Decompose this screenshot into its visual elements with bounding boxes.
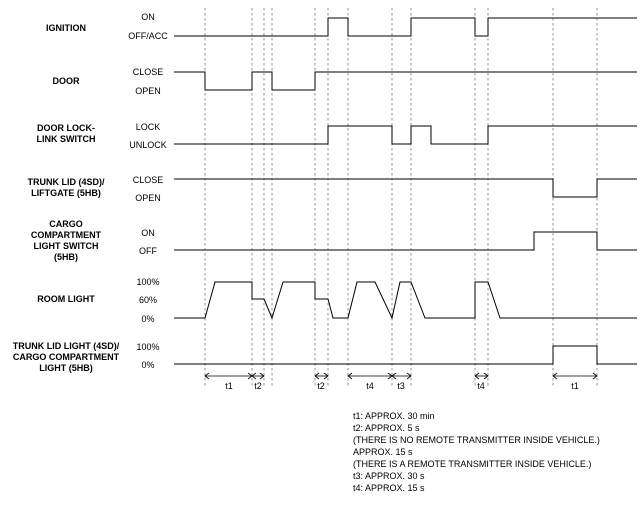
signal-name-trunk-light-line-3: LIGHT (5HB) — [39, 363, 93, 373]
state-label-ignition-on: ON — [141, 12, 155, 22]
signal-name-cargo-switch-line-3: LIGHT SWITCH — [33, 241, 99, 251]
state-label-room-60: 60% — [138, 295, 158, 305]
waveform-ignition — [174, 18, 637, 36]
waveform-trunk-light — [174, 346, 637, 364]
state-label-cargo-off: OFF — [139, 246, 157, 256]
signal-name-room-light: ROOM LIGHT — [37, 294, 95, 304]
signal-name-trunk-lid-line-2: LIFTGATE (5HB) — [31, 188, 101, 198]
state-labels — [128, 12, 168, 370]
state-label-lock: LOCK — [135, 122, 161, 132]
state-label-cargo-on: ON — [141, 228, 155, 238]
note-t3: t3: APPROX. 30 s — [353, 471, 425, 481]
note-t4: t4: APPROX. 15 s — [353, 483, 425, 493]
duration-label-t3: t3 — [397, 381, 405, 391]
duration-arrow-t1-first — [205, 373, 252, 391]
duration-arrow-t4-second — [475, 373, 488, 391]
duration-label-t1-first: t1 — [225, 381, 233, 391]
signal-name-trunk-lid-line-1: TRUNK LID (4SD)/ — [27, 177, 105, 187]
duration-arrows — [205, 373, 597, 391]
duration-label-t4-first: t4 — [366, 381, 374, 391]
signal-name-trunk-light-line-2: CARGO COMPARTMENT — [12, 352, 120, 362]
signal-name-cargo-switch-line-1: CARGO — [49, 219, 83, 229]
signal-names — [13, 23, 120, 373]
state-label-door-close: CLOSE — [132, 67, 164, 77]
duration-arrow-t2-first — [252, 373, 264, 391]
note-t2-alt: APPROX. 15 s — [353, 447, 413, 457]
duration-arrow-t2-second — [315, 373, 328, 391]
state-label-ignition-off-acc: OFF/ACC — [128, 31, 168, 41]
duration-arrow-t3 — [392, 373, 411, 391]
waveforms — [174, 18, 637, 364]
duration-arrow-t1-second — [553, 373, 597, 391]
signal-name-door-lock-line-2: LINK SWITCH — [36, 134, 96, 144]
note-t2-no-transmitter: (THERE IS NO REMOTE TRANSMITTER INSIDE VEHICLE.) — [353, 435, 600, 445]
signal-name-cargo-switch-line-4: (5HB) — [54, 252, 78, 262]
duration-label-t2-second: t2 — [317, 381, 325, 391]
duration-label-t4-second: t4 — [477, 381, 485, 391]
duration-label-t2-first: t2 — [254, 381, 262, 391]
waveform-trunk-lid — [174, 179, 637, 197]
waveform-cargo-switch — [174, 232, 637, 250]
duration-label-t1-second: t1 — [571, 381, 579, 391]
note-t1: t1: APPROX. 30 min — [353, 411, 435, 421]
waveform-door-lock — [174, 126, 637, 144]
waveform-door — [174, 72, 637, 90]
state-label-door-open: OPEN — [135, 86, 161, 96]
state-label-room-0: 0% — [141, 314, 155, 324]
signal-name-cargo-switch-line-2: COMPARTMENT — [30, 230, 102, 240]
state-label-room-100: 100% — [136, 277, 160, 287]
signal-name-ignition: IGNITION — [46, 23, 86, 33]
note-t2-with-transmitter: (THERE IS A REMOTE TRANSMITTER INSIDE VEHICLE.) — [353, 459, 592, 469]
signal-name-door-lock-line-1: DOOR LOCK- — [37, 123, 95, 133]
signal-name-trunk-light-line-1: TRUNK LID LIGHT (4SD)/ — [12, 341, 120, 351]
waveform-room-light — [174, 282, 637, 318]
signal-name-door: DOOR — [52, 76, 80, 86]
state-label-trunk-light-0: 0% — [141, 360, 155, 370]
guide-lines — [205, 8, 597, 388]
state-label-trunk-open: OPEN — [135, 193, 161, 203]
state-label-trunk-close: CLOSE — [132, 175, 164, 185]
note-t2: t2: APPROX. 5 s — [353, 423, 420, 433]
state-label-unlock: UNLOCK — [129, 140, 167, 150]
state-label-trunk-light-100: 100% — [136, 342, 160, 352]
notes-block — [353, 410, 600, 494]
duration-arrow-t4-first — [348, 373, 392, 391]
